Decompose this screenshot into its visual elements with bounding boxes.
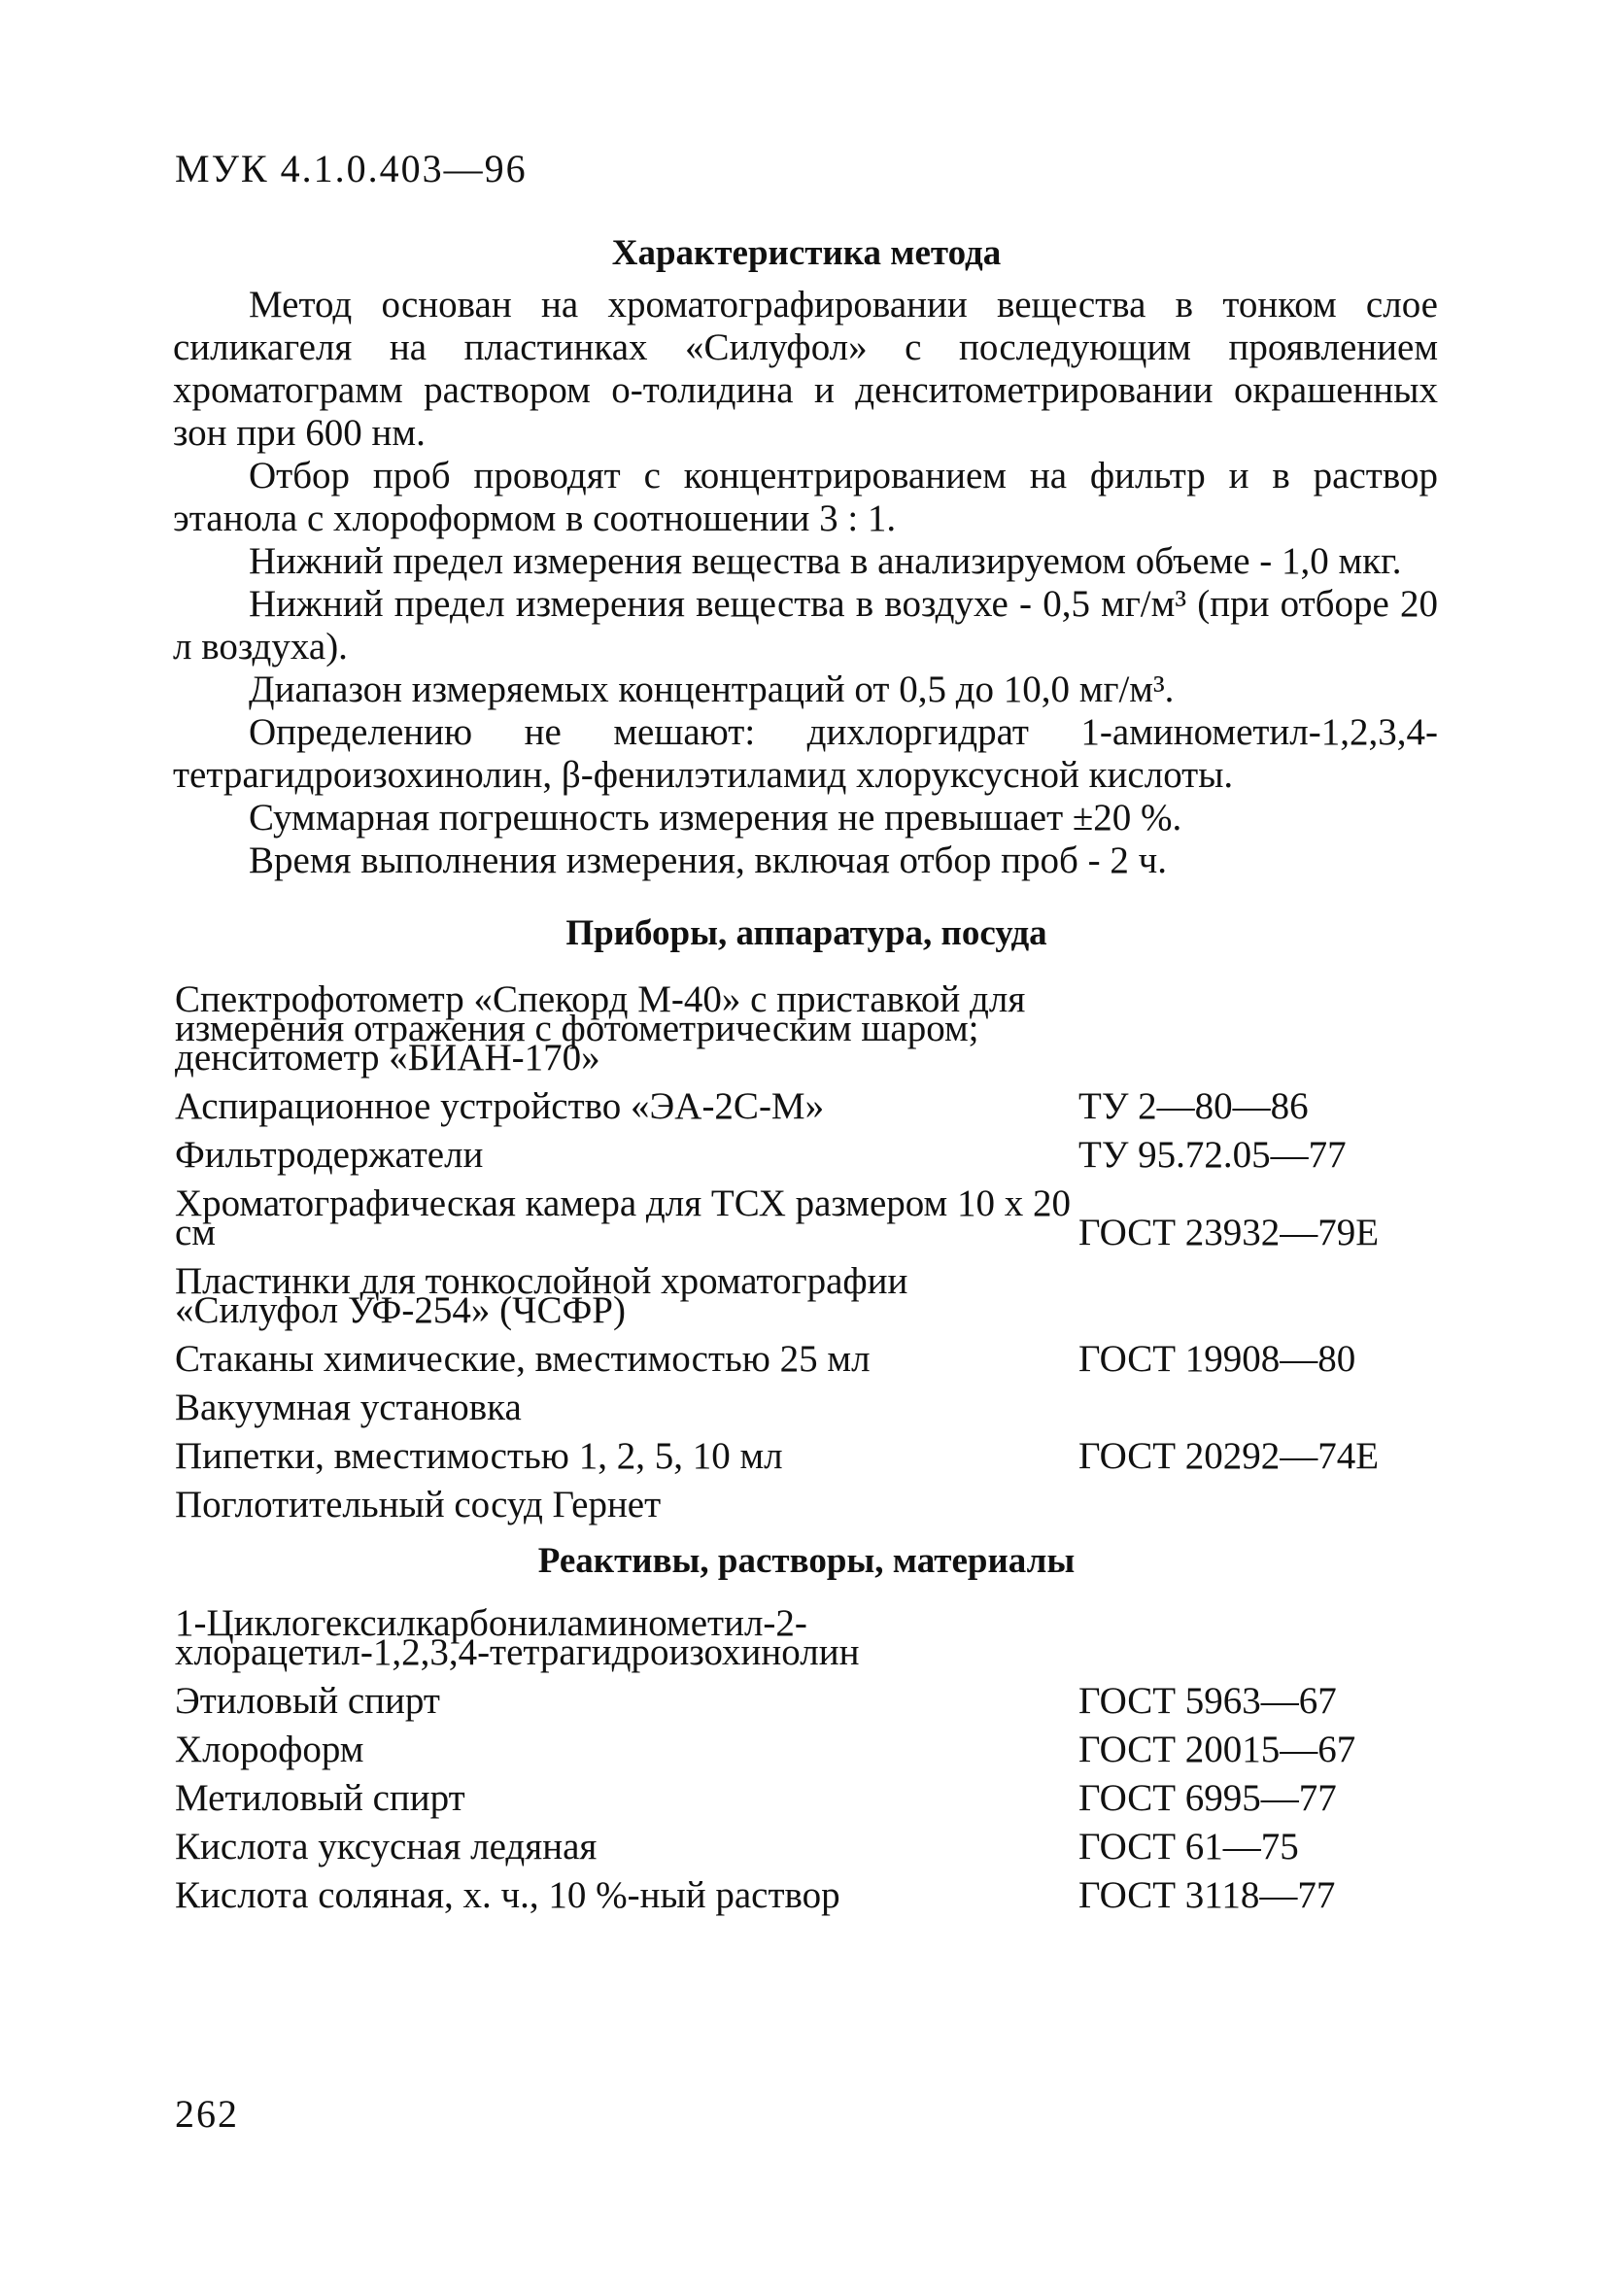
table-row — [175, 1121, 1438, 1170]
paragraph: Определению не мешают: дихлоргидрат 1-аминометил-1,2,3,4-тетрагидроизохинолин, β-фенилэтиламид хлоруксусной кислоты. — [173, 711, 1438, 796]
paragraph: Отбор проб проводят с концентрированием на фильтр и в раствор этанола с хлороформом в соотношении 3 : 1. — [173, 455, 1438, 539]
item-name: Спектрофотометр «Спекорд М-40» с приставкой для измерения отражения с фотометрическим шаром; денситометр «БИАН-170» — [175, 978, 1026, 1079]
table-row — [175, 1325, 1438, 1374]
item-standard: ГОСТ 6995—77 — [1078, 1777, 1337, 1819]
item-standard — [1078, 966, 1438, 1073]
item-name: Хлороформ — [175, 1729, 364, 1770]
table-row — [175, 1667, 1438, 1716]
item-name: Фильтродержатели — [175, 1134, 484, 1176]
table-row — [175, 966, 1438, 1073]
item-standard: ГОСТ 20292—74Е — [1078, 1435, 1380, 1477]
item-standard: ГОСТ 3118—77 — [1078, 1874, 1336, 1916]
paragraph: Нижний предел измерения вещества в анализируемом объеме - 1,0 мкг. — [249, 540, 1402, 582]
item-standard — [1078, 1248, 1438, 1325]
table-row — [175, 1716, 1438, 1765]
table-row — [175, 1862, 1438, 1910]
item-standard: ГОСТ 61—75 — [1078, 1826, 1299, 1868]
item-name: 1-Циклогексилкарбониламинометил-2-хлорацетил-1,2,3,4-тетрагидроизохинолин — [175, 1602, 860, 1673]
method-section — [175, 284, 1438, 882]
paragraph: Нижний предел измерения вещества в воздухе - 0,5 мг/м³ (при отборе 20 л воздуха). — [173, 583, 1438, 668]
section-title-instruments: Приборы, аппаратура, посуда — [565, 913, 1047, 953]
paragraph: Метод основан на хроматографировании вещества в тонком слое силикагеля на пластинках «Силуфол» с последующим проявлением хроматограмм раствором о-толидина и денситометрировании окрашенных зон при 600 нм. — [173, 284, 1438, 454]
reagents-table — [175, 1590, 1438, 1916]
item-standard — [1078, 1374, 1438, 1422]
item-standard: ТУ 2—80—86 — [1078, 1085, 1309, 1127]
item-name: Хроматографическая камера для ТСХ размером 10 х 20 см — [175, 1182, 1071, 1253]
table-row — [175, 1374, 1438, 1422]
instruments-table — [175, 966, 1438, 1525]
paragraph: Диапазон измеряемых концентраций от 0,5 до 10,0 мг/м³. — [249, 668, 1175, 710]
item-standard: ГОСТ 19908—80 — [1078, 1338, 1356, 1380]
page-number: 262 — [175, 2092, 239, 2136]
item-name: Вакуумная установка — [175, 1387, 522, 1428]
item-standard — [1078, 1471, 1438, 1520]
item-name: Этиловый спирт — [175, 1680, 440, 1722]
section-title-method: Характеристика метода — [611, 233, 1002, 273]
table-row — [175, 1765, 1438, 1813]
item-standard: ГОСТ 5963—67 — [1078, 1680, 1337, 1722]
item-name: Метиловый спирт — [175, 1777, 465, 1819]
item-standard — [1078, 1590, 1438, 1667]
item-standard: ГОСТ 23932—79Е — [1078, 1212, 1380, 1253]
paragraph: Время выполнения измерения, включая отбор проб - 2 ч. — [249, 840, 1167, 881]
item-standard: ГОСТ 20015—67 — [1078, 1729, 1356, 1770]
item-name: Кислота соляная, х. ч., 10 %-ный раствор — [175, 1874, 840, 1916]
item-name: Стаканы химические, вместимостью 25 мл — [175, 1338, 871, 1380]
item-standard: ТУ 95.72.05—77 — [1078, 1134, 1347, 1176]
table-row — [175, 1248, 1438, 1325]
table-row — [175, 1590, 1438, 1667]
document-page — [173, 146, 1438, 1916]
table-row — [175, 1422, 1438, 1471]
item-name: Кислота уксусная ледяная — [175, 1826, 598, 1868]
item-name: Пипетки, вместимостью 1, 2, 5, 10 мл — [175, 1435, 783, 1477]
running-head: МУК 4.1.0.403—96 — [175, 147, 528, 190]
table-row — [175, 1170, 1438, 1248]
paragraph: Суммарная погрешность измерения не превышает ±20 %. — [249, 797, 1182, 839]
item-name: Пластинки для тонкослойной хроматографии «Силуфол УФ-254» (ЧСФР) — [175, 1260, 908, 1331]
item-name: Аспирационное устройство «ЭА-2С-М» — [175, 1085, 825, 1127]
table-row — [175, 1813, 1438, 1862]
item-name: Поглотительный сосуд Гернет — [175, 1484, 662, 1525]
table-row — [175, 1471, 1438, 1520]
table-row — [175, 1073, 1438, 1121]
section-title-reagents: Реактивы, растворы, материалы — [537, 1541, 1076, 1581]
